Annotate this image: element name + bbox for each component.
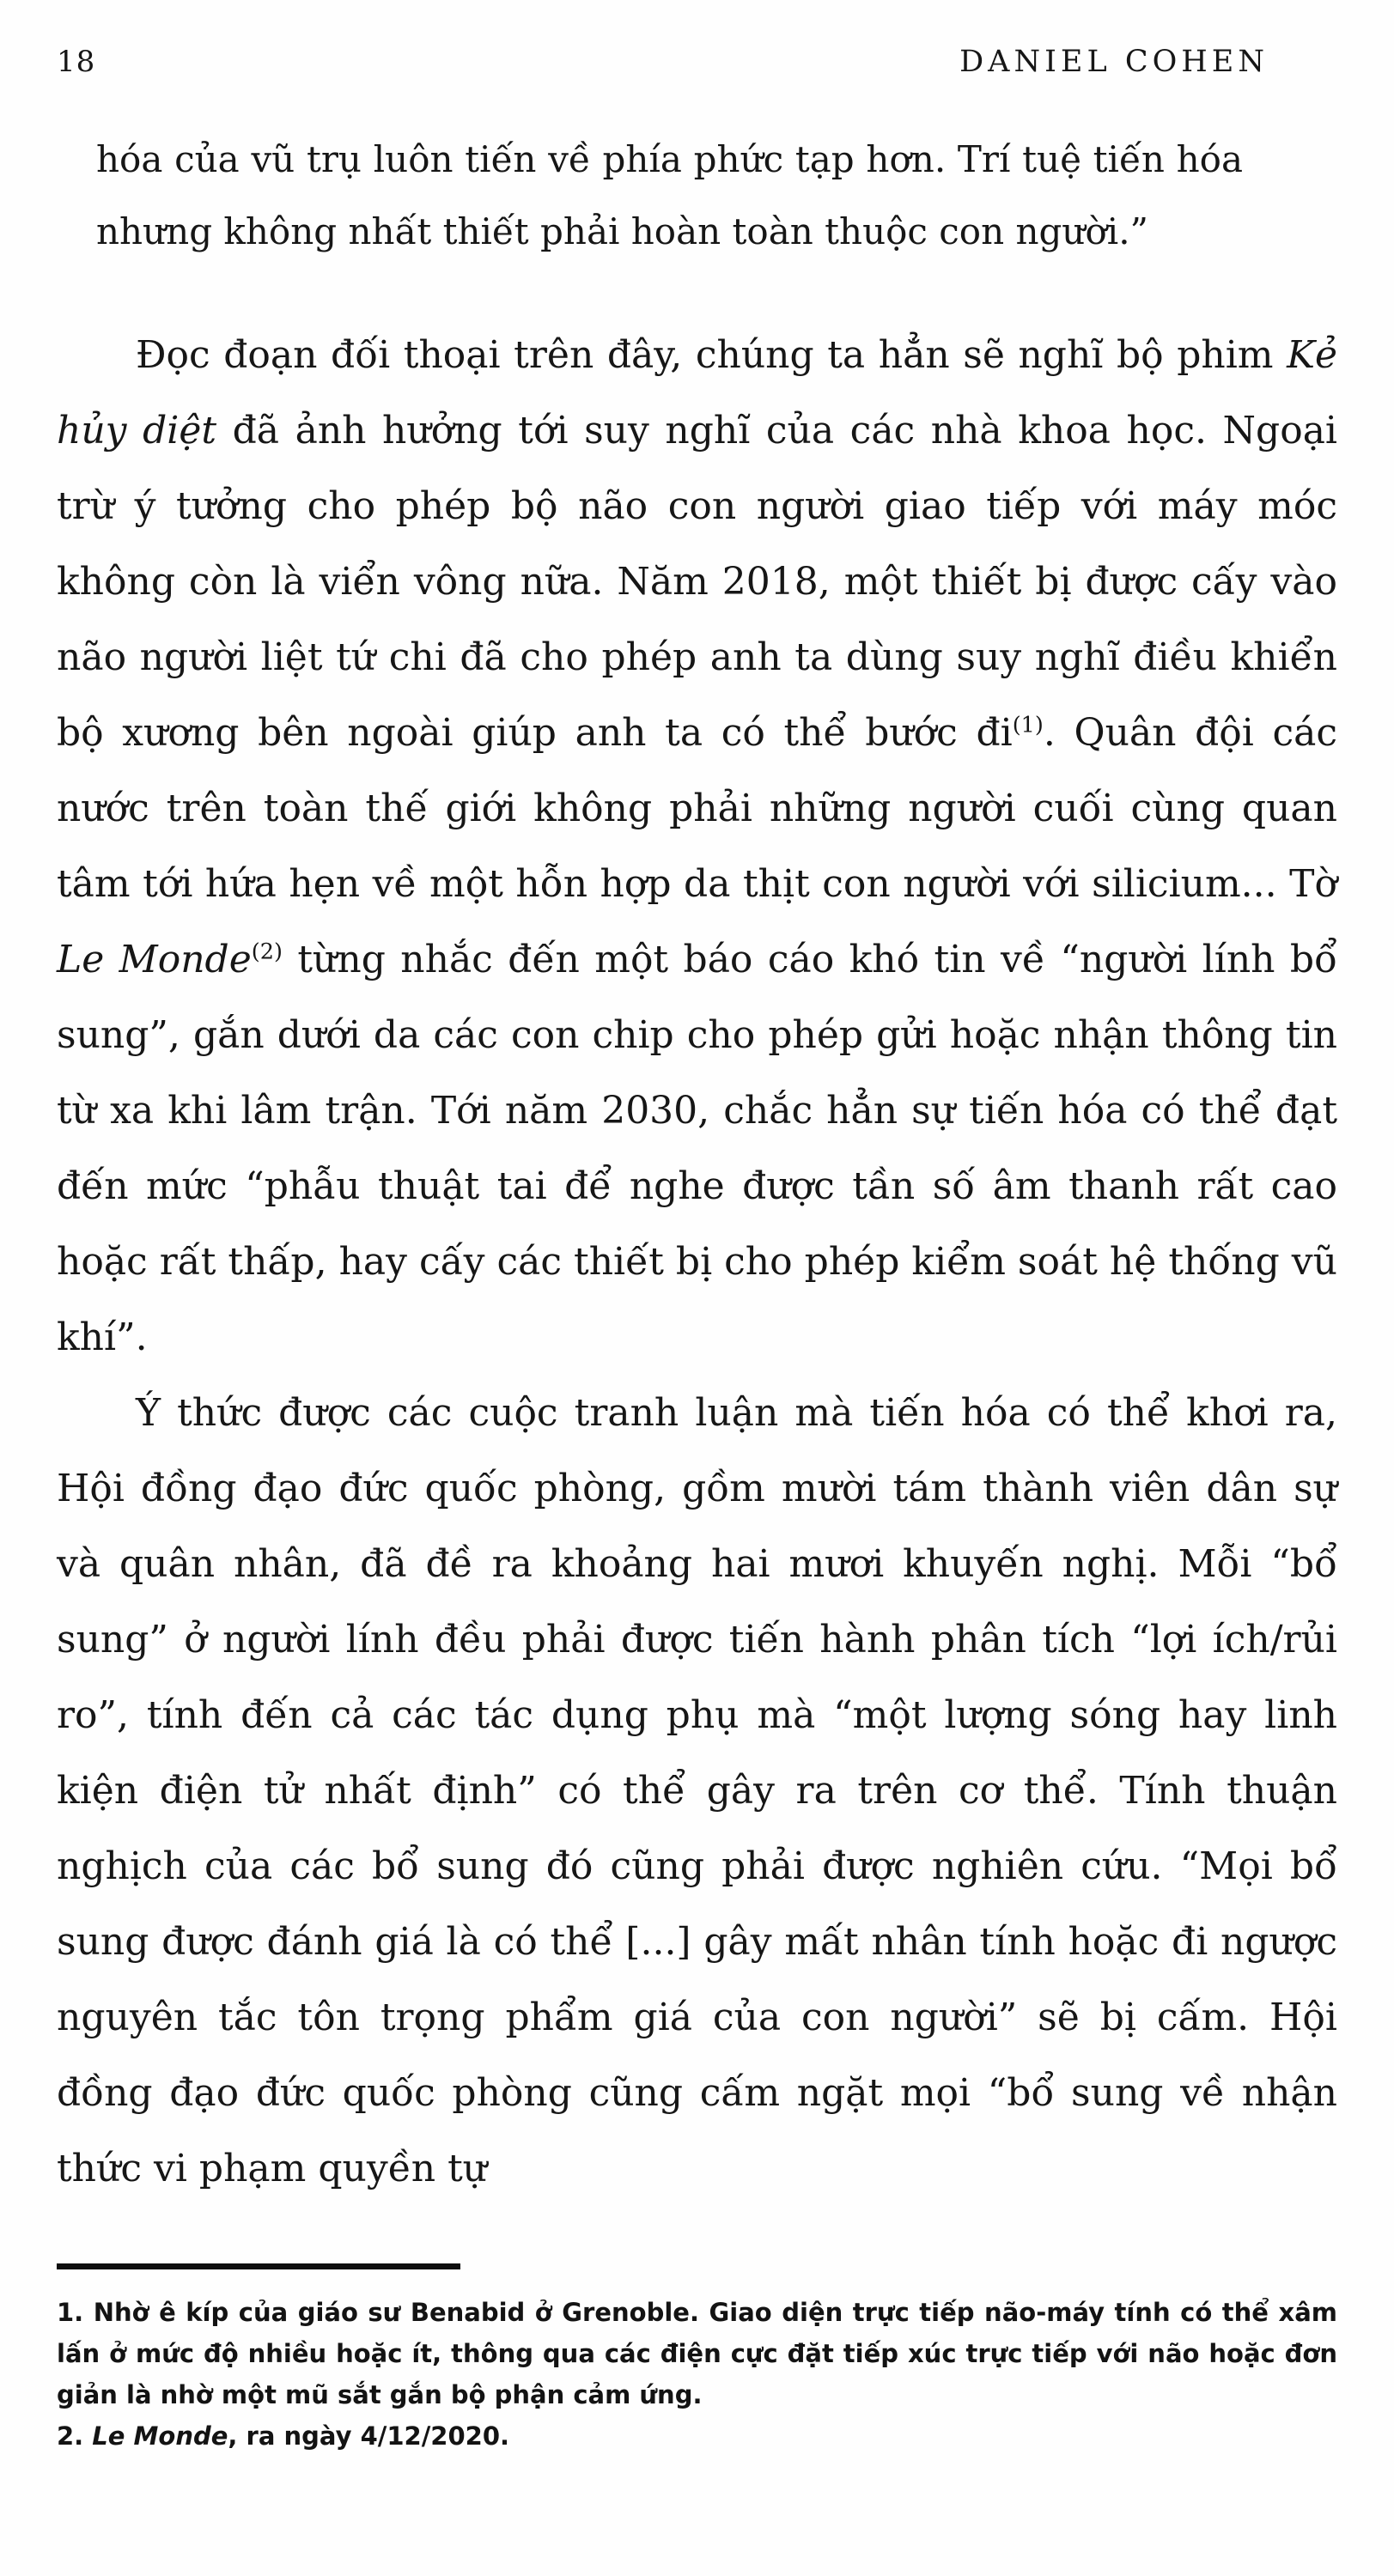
footnote-item: 2. Le Monde, ra ngày 4/12/2020.: [57, 2421, 510, 2451]
quote-block: hóa của vũ trụ luôn tiến về phía phức tạp hơn. Trí tuệ tiến hóa nhưng không nhất thiết phải hoàn toàn thuộc con người.”: [96, 138, 1243, 252]
page-header: [57, 45, 1337, 79]
page-number: 18: [57, 45, 96, 79]
running-header-author: DANIEL COHEN: [959, 45, 1269, 79]
body-paragraph: Ý thức được các cuộc tranh luận mà tiến hóa có thể khơi ra, Hội đồng đạo đức quốc phòng, gồm mười tám thành viên dân sự và quân nhân, đã đề ra khoảng hai mươi khuyến nghị. Mỗi “bổ sung” ở người lính đều phải được tiến hành phân tích “lợi ích/rủi ro”, tính đến cả các tác dụng phụ mà “một lượng sóng hay linh kiện điện tử nhất định” có thể gây ra trên cơ thể. Tính thuận nghịch của các bổ sung đó cũng phải được nghiên cứu. “Mọi bổ sung được đánh giá là có thể [...] gây mất nhân tính hoặc đi ngược nguyên tắc tôn trọng phẩm giá của con người” sẽ bị cấm. Hội đồng đạo đức quốc phòng cũng cấm ngặt mọi “bổ sung về nhận thức vi phạm quyền tự: [57, 1391, 1337, 2190]
footnote-separator: [57, 2263, 460, 2269]
body-paragraph: Đọc đoạn đối thoại trên đây, chúng ta hẳn sẽ nghĩ bộ phim Kẻ hủy diệt đã ảnh hưởng tới suy nghĩ của các nhà khoa học. Ngoại trừ ý tưởng cho phép bộ não con người giao tiếp với máy móc không còn là viển vông nữa. Năm 2018, một thiết bị được cấy vào não người liệt tứ chi đã cho phép anh ta dùng suy nghĩ điều khiển bộ xương bên ngoài giúp anh ta có thể bước $đi^{(1)}$. Quân đội các nước trên toàn thế giới không phải những người cuối cùng quan tâm tới hứa hẹn về một hỗn hợp da thịt con người với silicium... Tờ Le Monde$^{(2)}$ từng nhắc đến một báo cáo khó tin về “người lính bổ sung”, gắn dưới da các con chip cho phép gửi hoặc nhận thông tin từ xa khi lâm trận. Tới năm 2030, chắc hẳn sự tiến hóa có thể đạt đến mức “phẫu thuật tai để nghe được tần số âm thanh rất cao hoặc rất thấp, hay cấy các thiết bị cho phép kiểm soát hệ thống vũ khí”.: [57, 333, 1338, 1359]
footnotes-section: [57, 2292, 1337, 2457]
footnote-item: 1. Nhờ ê kíp của giáo sư Benabid ở Grenoble. Giao diện trực tiếp não-máy tính có thể xâm lấn ở mức độ nhiều hoặc ít, thông qua các điện cực đặt tiếp xúc trực tiếp với não hoặc đơn giản là nhờ một mũ sắt gắn bộ phận cảm ứng.: [57, 2298, 1337, 2409]
body-text: [57, 318, 1337, 2207]
